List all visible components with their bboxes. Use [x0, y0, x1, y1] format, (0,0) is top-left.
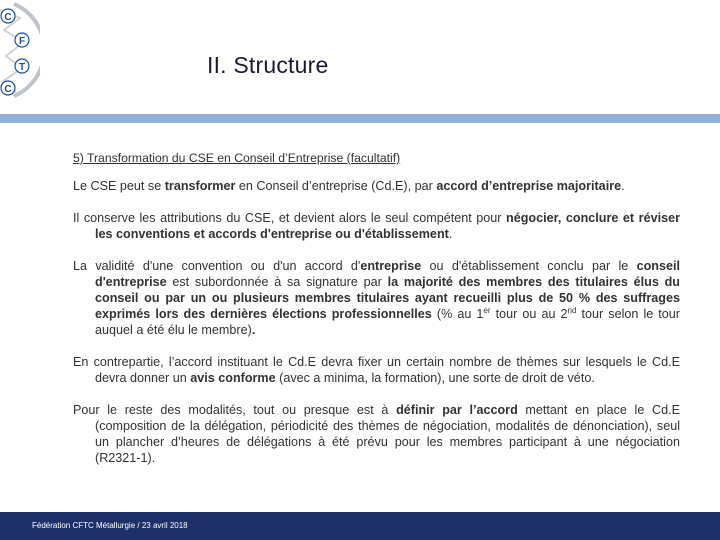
- bold-text-run: la majorité des membres des titulaires élus du conseil ou par un ou plusieurs membres titulaires ayant recueilli plus de 50 % des suffrages exprimés lors des dernières élections professionnelles: [95, 275, 681, 321]
- bold-text-run: négocier, conclure et réviser les conventions et accords d'entreprise ou d'établissement: [95, 211, 680, 241]
- bold-text-run: .: [251, 323, 256, 337]
- logo-letter-c2: [1, 81, 15, 95]
- paragraph-5: [73, 402, 680, 466]
- text-run: mettant en place le Cd.E (composition de la délégation, périodicité des thèmes de négociation, modalités de dénonciation), seul un plancher d’heures de délégations à été prévu pour les membres participant à une négociation (R2321-1).: [95, 403, 680, 465]
- svg-text:C: C: [4, 12, 12, 23]
- text-run: .: [448, 227, 453, 241]
- header-divider-band: [0, 114, 720, 123]
- logo-letter-c: [1, 9, 15, 23]
- paragraph-3: [73, 258, 680, 338]
- text-run: Pour le reste des modalités, tout ou presque est à: [73, 403, 397, 417]
- footer-text: Fédération CFTC Métallurgie / 23 avril 2018: [32, 521, 188, 530]
- svg-text:C: C: [4, 84, 12, 95]
- bold-text-run: entreprise: [360, 259, 422, 273]
- bold-text-run: avis conforme: [190, 371, 276, 385]
- text-run: Le CSE peut se: [73, 179, 165, 193]
- page-title: II. Structure: [207, 52, 329, 78]
- text-run: En contrepartie, l’accord instituant le Cd.E devra fixer un certain nombre de thèmes sur lesquels le Cd.E devra donner un: [73, 355, 680, 385]
- paragraph-1: [73, 178, 680, 194]
- bold-text-run: accord d’entreprise majoritaire: [436, 179, 622, 193]
- superscript-run: nd: [567, 305, 577, 315]
- paragraph-4: [73, 354, 680, 386]
- cftc-logo: [0, 0, 40, 100]
- text-run: (% au 1: [431, 307, 484, 321]
- paragraph-2: [73, 210, 680, 242]
- text-run: (avec a minima, la formation), une sorte de droit de véto.: [275, 371, 595, 385]
- footer-bar: [0, 512, 720, 540]
- section-heading: 5) Transformation du CSE en Conseil d’Entreprise (facultatif): [73, 151, 401, 165]
- text-run: .: [621, 179, 625, 193]
- bold-text-run: définir par l’accord: [396, 403, 518, 417]
- text-run: ou d'établissement conclu par le: [421, 259, 637, 273]
- text-run: La validité d'une convention ou d'un accord d': [73, 259, 361, 273]
- text-run: tour selon le tour auquel a été élu le membre): [95, 307, 681, 337]
- logo-letter-f: [15, 33, 29, 47]
- main-content: [73, 150, 680, 482]
- text-run: Il conserve les attributions du CSE, et devient alors le seul compétent pour: [73, 211, 507, 225]
- svg-text:F: F: [18, 36, 26, 47]
- svg-text:T: T: [18, 62, 26, 73]
- logo-letter-t: [15, 59, 29, 73]
- superscript-run: er: [483, 305, 491, 315]
- bold-text-run: transformer: [164, 179, 236, 193]
- text-run: en Conseil d’entreprise (Cd.E), par: [235, 179, 437, 193]
- text-run: est subordonnée à sa signature par: [166, 275, 388, 289]
- text-run: tour ou au 2: [490, 307, 568, 321]
- bold-text-run: conseil d'entreprise: [95, 259, 680, 289]
